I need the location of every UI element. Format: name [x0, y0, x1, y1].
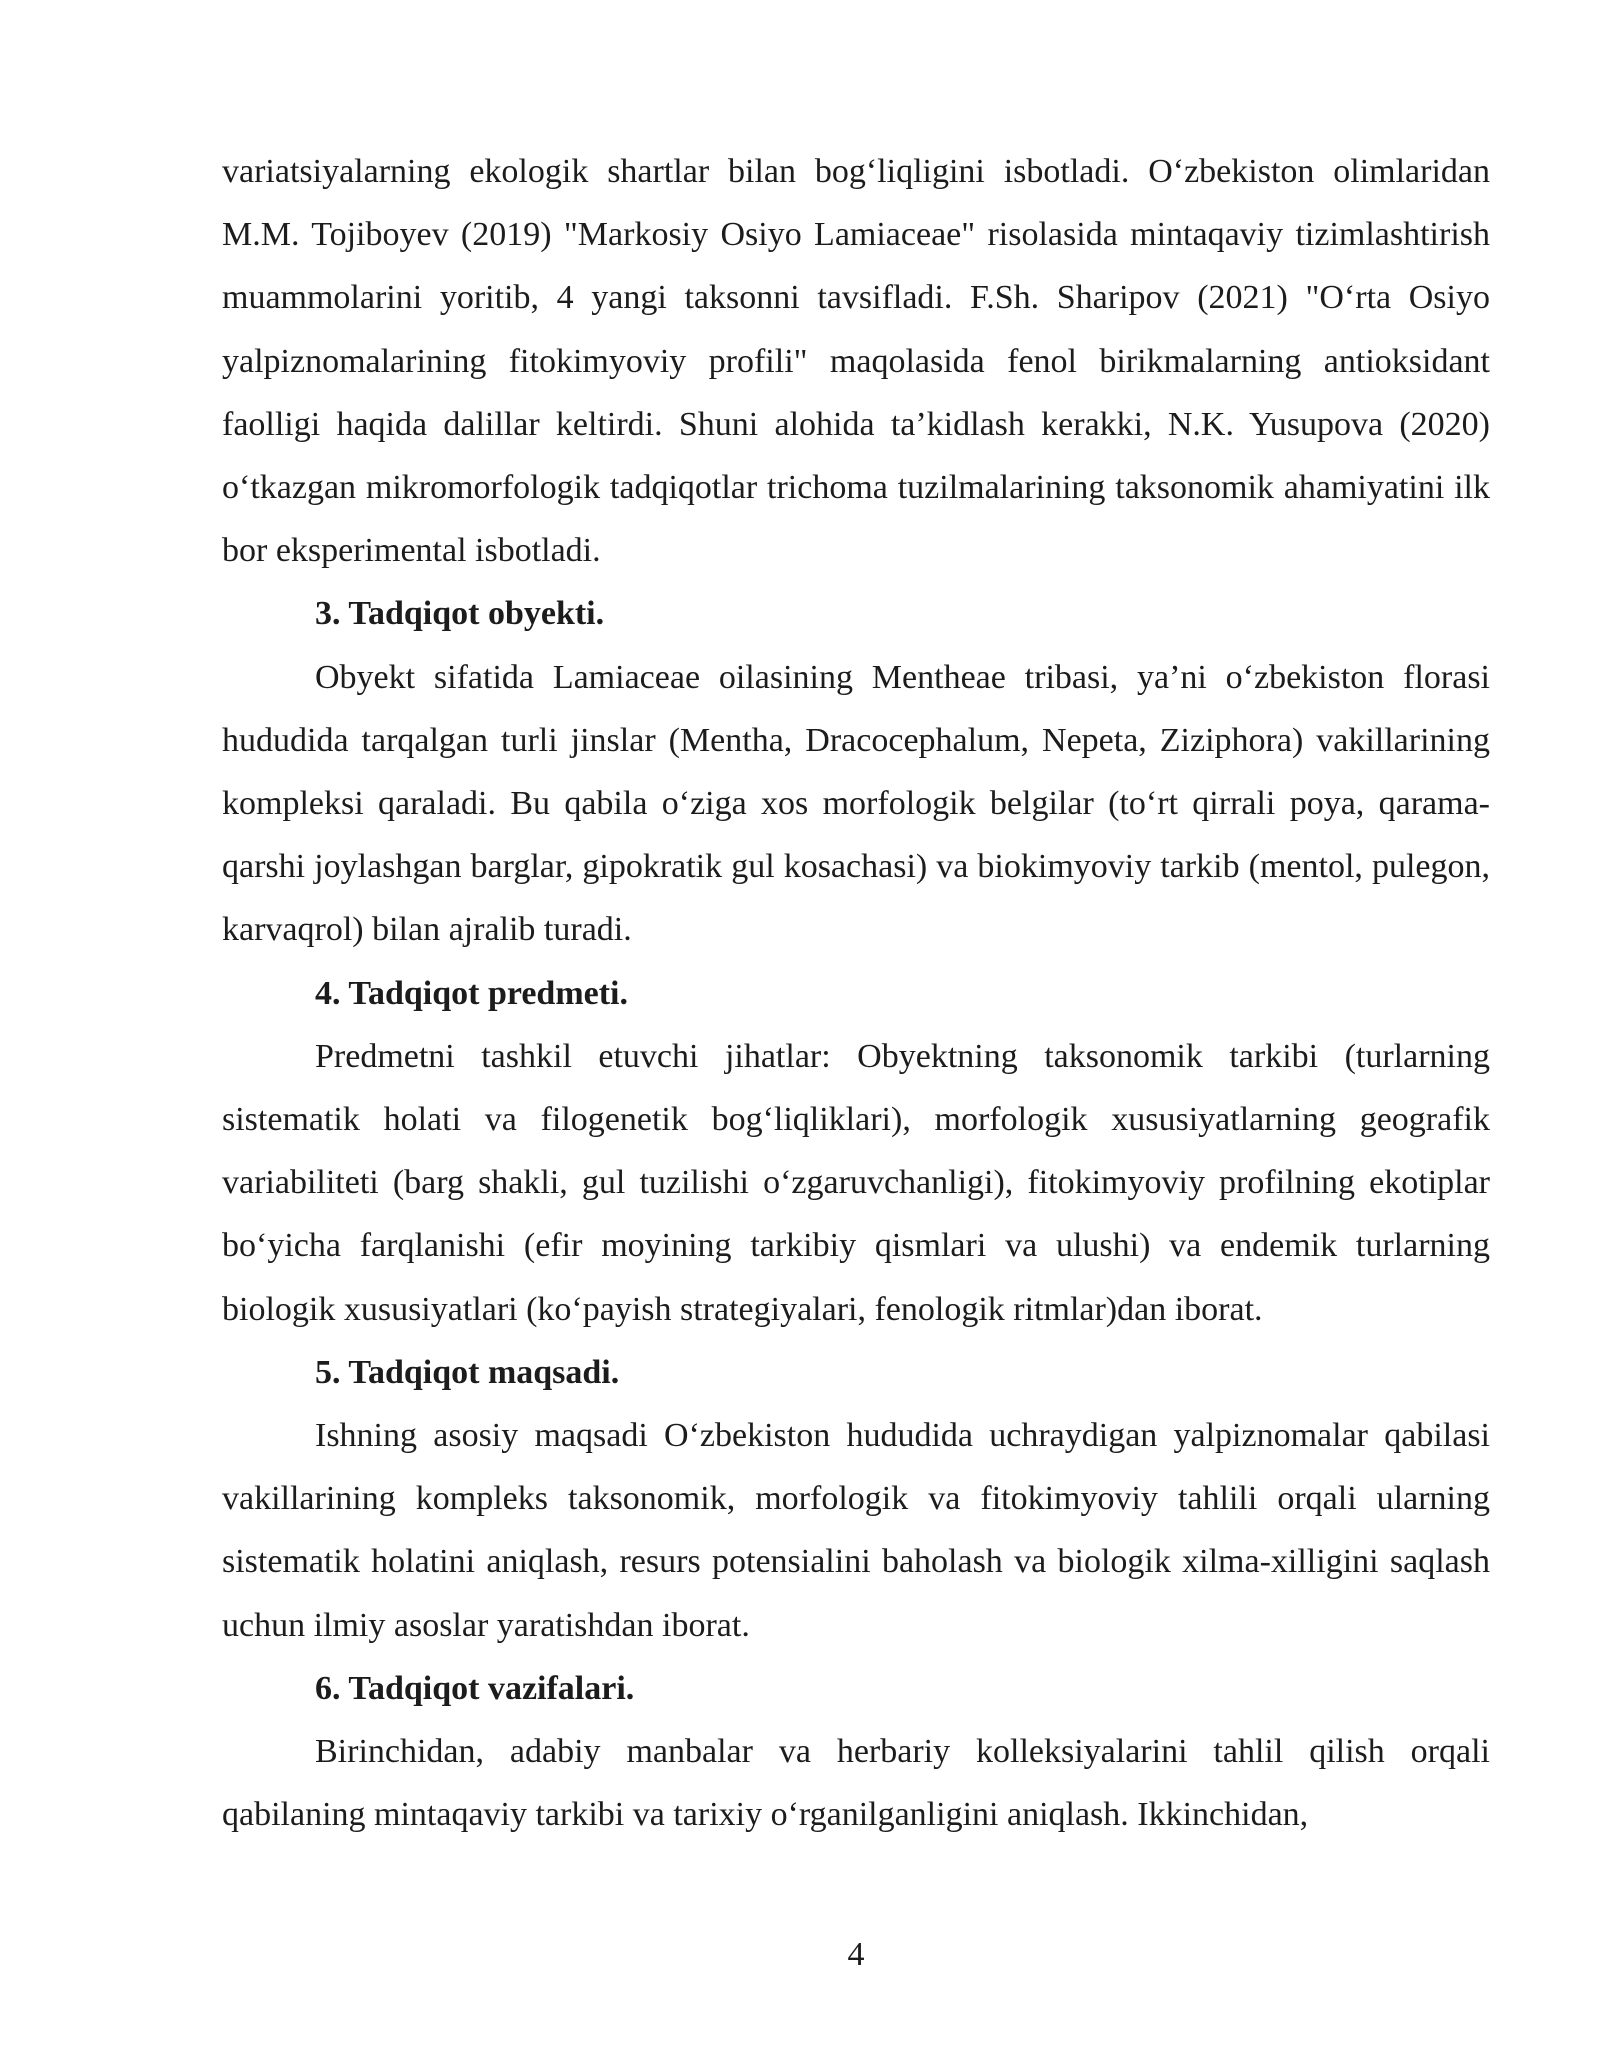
heading-research-object: 3. Tadqiqot obyekti.	[315, 595, 605, 633]
heading-research-goal: 5. Tadqiqot maqsadi.	[315, 1353, 620, 1391]
paragraph-literature-review: variatsiyalarning ekologik shartlar bilan bog‘liqligini isbotladi. O‘zbekiston olimlaridan M.M. Tojiboyev (2019) "Markosiy Osiyo Lamiaceae" risolasida mintaqaviy tizimlashtirish muammolarini yoritib, 4 yangi taksonni tavsifladi. F.Sh. Sharipov (2021) "O‘rta Osiyo yalpiznomalarining fitokimyoviy profili" maqolasida fenol birikmalarning antioksidant faolligi haqida dalillar keltirdi. Shuni alohida ta’kidlash kerakki, N.K. Yusupova (2020) o‘tkazgan mikromorfologik tadqiqotlar trichoma tuzilmalarining taksonomik ahamiyatini ilk bor eksperimental isbotladi.	[222, 153, 1490, 570]
heading-research-tasks: 6. Tadqiqot vazifalari.	[315, 1669, 635, 1707]
paragraph-research-object: Obyekt sifatida Lamiaceae oilasining Mentheae tribasi, ya’ni o‘zbekiston florasi hududida tarqalgan turli jinslar (Mentha, Dracocephalum, Nepeta, Ziziphora) vakillarining kompleksi qaraladi. Bu qabila o‘ziga xos morfologik belgilar (to‘rt qirrali poya, qarama-qarshi joylashgan barglar, gipokratik gul kosachasi) va biokimyoviy tarkib (mentol, pulegon, karvaqrol) bilan ajralib turadi.	[222, 658, 1490, 949]
page-body	[222, 140, 1490, 1846]
page-number: 4	[847, 1936, 865, 1973]
paragraph-research-goal: Ishning asosiy maqsadi O‘zbekiston hududida uchraydigan yalpiznomalar qabilasi vakillarining kompleks taksonomik, morfologik va fitokimyoviy tahlili orqali ularning sistematik holatini aniqlash, resurs potensialini baholash va biologik xilma-xilligini saqlash uchun ilmiy asoslar yaratishdan iborat.	[222, 1417, 1490, 1644]
paragraph-research-tasks: Birinchidan, adabiy manbalar va herbariy kolleksiyalarini tahlil qilish orqali qabilaning mintaqaviy tarkibi va tarixiy o‘rganilganligini aniqlash. Ikkinchidan,	[222, 1733, 1490, 1834]
heading-research-subject: 4. Tadqiqot predmeti.	[315, 974, 629, 1012]
paragraph-research-subject: Predmetni tashkil etuvchi jihatlar: Obyektning taksonomik tarkibi (turlarning sistematik holati va filogenetik bog‘liqliklari), morfologik xususiyatlarning geografik variabiliteti (barg shakli, gul tuzilishi o‘zgaruvchanligi), fitokimyoviy profilning ekotiplar bo‘yicha farqlanishi (efir moyining tarkibiy qismlari va ulushi) va endemik turlarning biologik xususiyatlari (ko‘payish strategiyalari, fenologik ritmlar)dan iborat.	[222, 1037, 1490, 1328]
